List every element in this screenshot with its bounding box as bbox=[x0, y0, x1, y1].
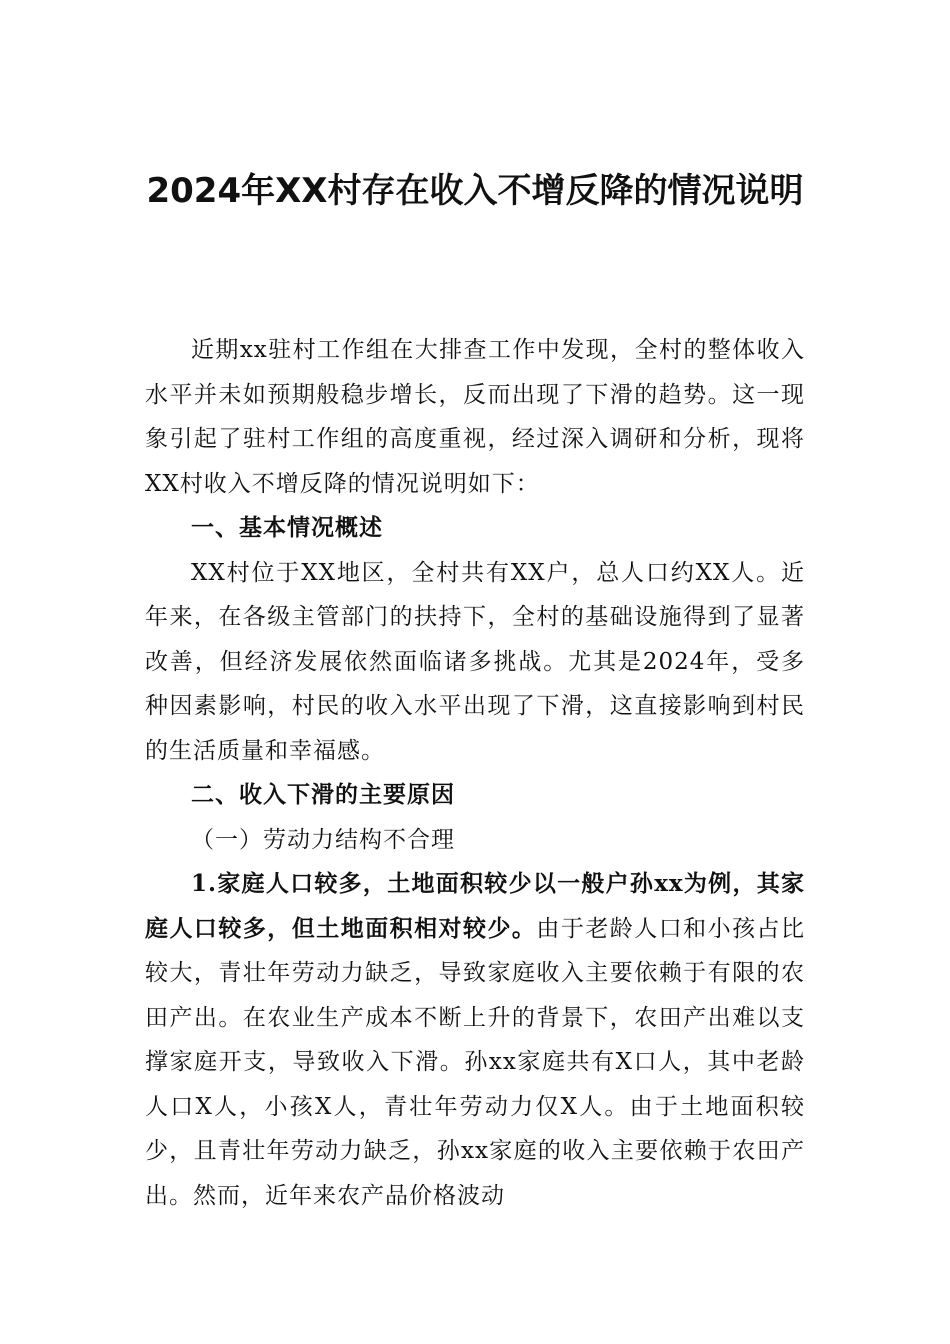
intro-paragraph: 近期xx驻村工作组在大排查工作中发现，全村的整体收入水平并未如预期般稳步增长，反而出现了下滑的趋势。这一现象引起了驻村工作组的高度重视，经过深入调研和分析，现将XX村收入不增反降的情况说明如下： bbox=[145, 337, 805, 497]
document-body bbox=[145, 328, 805, 1218]
section-heading-causes: 二、收入下滑的主要原因 bbox=[191, 782, 455, 808]
point-paragraph-household bbox=[145, 862, 805, 1218]
section-heading-overview: 一、基本情况概述 bbox=[191, 515, 383, 541]
overview-paragraph: XX村位于XX地区，全村共有XX户，总人口约XX人。近年来，在各级主管部门的扶持下，全村的基础设施得到了显著改善，但经济发展依然面临诸多挑战。尤其是2024年，受多种因素影响，村民的收入水平出现了下滑，这直接影响到村民的生活质量和幸福感。 bbox=[145, 559, 805, 764]
point-body-text: 由于老龄人口和小孩占比较大，青壮年劳动力缺乏，导致家庭收入主要依赖于有限的农田产出。在农业生产成本不断上升的背景下，农田产出难以支撑家庭开支，导致收入下滑。孙xx家庭共有X口人，其中老龄人口X人，小孩X人，青壮年劳动力仅X人。由于土地面积较少，且青壮年劳动力缺乏，孙xx家庭的收入主要依赖于农田产出。然而，近年来农产品价格波动 bbox=[145, 915, 806, 1209]
subsection-heading-labor: （一）劳动力结构不合理 bbox=[191, 826, 455, 853]
point-bold-lead: 1.家庭人口较多，土地面积较少以一般户孙xx为例，其家庭人口较多，但土地面积相对较少。 bbox=[145, 870, 805, 942]
document-title: 2024年XX村存在收入不增反降的情况说明 bbox=[146, 171, 804, 211]
